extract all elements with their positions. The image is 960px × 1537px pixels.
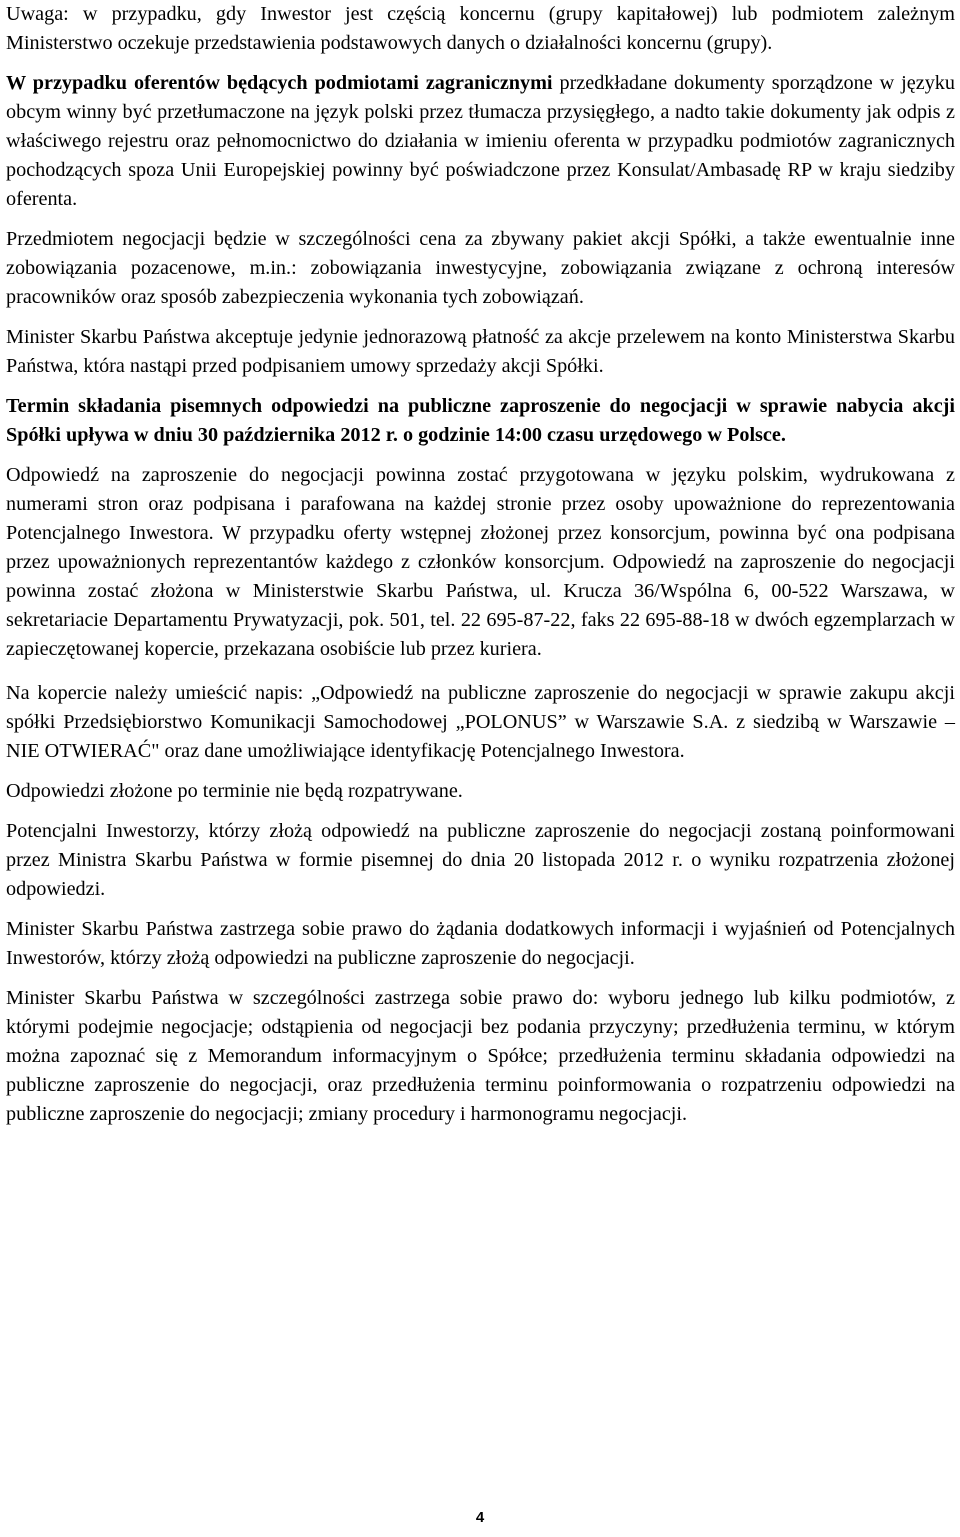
paragraph-payment: Minister Skarbu Państwa akceptuje jedynie jednorazową płatność za akcje przelewem na konto Ministerstwa Skarbu Państwa, która nastąpi przed podpisaniem umowy sprzedaży akcji Spółki. (6, 326, 955, 377)
paragraph-foreign-bidders (6, 69, 955, 214)
paragraph-late-responses: Odpowiedzi złożone po terminie nie będą rozpatrywane. (6, 780, 463, 802)
paragraph-negotiation-subject: Przedmiotem negocjacji będzie w szczególności cena za zbywany pakiet akcji Spółki, a także ewentualnie inne zobowiązania pozacenowe, m.in.: zobowiązania inwestycyjne, zobowiązania związane z ochroną interesów pracowników oraz sposób zabezpieczenia wykonania tych zobowiązań. (6, 228, 955, 308)
paragraph-envelope: Na kopercie należy umieścić napis: „Odpowiedź na publiczne zaproszenie do negocjacji w sprawie zakupu akcji spółki Przedsiębiorstwo Komunikacji Samochodowej „POLONUS” w Warszawie S.A. z siedzibą w Warszawie – NIE OTWIERAĆ" oraz dane umożliwiające identyfikację Potencjalnego Inwestora. (6, 682, 955, 762)
paragraph-deadline (6, 392, 955, 450)
paragraph-additional-info: Minister Skarbu Państwa zastrzega sobie prawo do żądania dodatkowych informacji i wyjaśnień od Potencjalnych Inwestorów, którzy złożą odpowiedzi na publiczne zaproszenie do negocjacji. (6, 918, 955, 969)
paragraph-foreign-bidders-text: przedkładane dokumenty sporządzone w języku obcym winny być przetłumaczone na język polski przez tłumacza przysięgłego, a nadto takie dokumenty jak odpis z właściwego rejestru oraz pełnomocnictwo do działania w imieniu oferenta w przypadku podmiotów zagranicznych pochodzących spoza Unii Europejskiej powinny być poświadczone przez Konsulat/Ambasadę RP w kraju siedziby oferenta. (6, 72, 955, 210)
paragraph-deadline-bold: Termin składania pisemnych odpowiedzi na publiczne zaproszenie do negocjacji w sprawie nabycia akcji Spółki upływa w dniu 30 października 2012 r. o godzinie 14:00 czasu urzędowego w Polsce. (6, 395, 955, 446)
paragraph-notification: Potencjalni Inwestorzy, którzy złożą odpowiedź na publiczne zaproszenie do negocjacji zostaną poinformowani przez Ministra Skarbu Państwa w formie pisemnej do dnia 20 listopada 2012 r. o wyniku rozpatrzenia złożonej odpowiedzi. (6, 820, 955, 900)
paragraph-group-note: Uwaga: w przypadku, gdy Inwestor jest częścią koncernu (grupy kapitałowej) lub podmiotem zależnym Ministerstwo oczekuje przedstawienia podstawowych danych o działalności koncernu (grupy). (6, 3, 955, 54)
page-number: 4 (475, 1509, 485, 1526)
paragraph-reserved-rights: Minister Skarbu Państwa w szczególności zastrzega sobie prawo do: wyboru jednego lub kilku podmiotów, z którymi podejmie negocjacje; odstąpienia od negocjacji bez podania przyczyny; przedłużenia terminu, w którym można zapoznać się z Memorandum informacyjnym o Spółce; przedłużenia terminu składania odpowiedzi na publiczne zaproszenie do negocjacji, oraz przedłużenia terminu poinformowania o rozpatrzeniu odpowiedzi na publiczne zaproszenie do negocjacji; zmiany procedury i harmonogramu negocjacji. (6, 987, 955, 1125)
paragraph-response-format: Odpowiedź na zaproszenie do negocjacji powinna zostać przygotowana w języku polskim, wydrukowana z numerami stron oraz podpisana i parafowana na każdej stronie przez osoby upoważnione do reprezentowania Potencjalnego Inwestora. W przypadku oferty wstępnej złożonej przez konsorcjum, powinna być ona podpisana przez upoważnionych reprezentantów każdego z członków konsorcjum. Odpowiedź na zaproszenie do negocjacji powinna zostać złożona w Ministerstwie Skarbu Państwa, ul. Krucza 36/Wspólna 6, 00-522 Warszawa, w sekretariacie Departamentu Prywatyzacji, pok. 501, tel. 22 695-87-22, faks 22 695-88-18 w dwóch egzemplarzach w zapieczętowanej kopercie, przekazana osobiście lub przez kuriera. (6, 464, 955, 660)
document-page (6, 0, 955, 1129)
paragraph-foreign-bidders-bold: W przypadku oferentów będących podmiotami zagranicznymi (6, 72, 553, 94)
